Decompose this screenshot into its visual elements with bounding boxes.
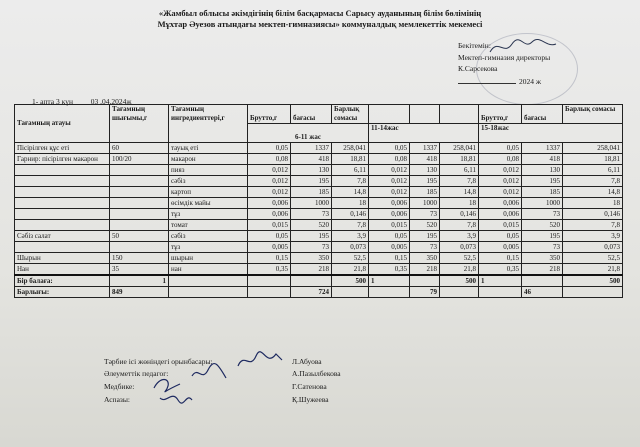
col-brutto-1: Брутто,г: [248, 105, 291, 124]
value-cell: 0,015: [479, 220, 522, 231]
value-cell: 418: [291, 154, 332, 165]
table-row: [15, 165, 623, 176]
ingredient-cell: картоп: [169, 187, 248, 198]
table-row: [15, 187, 623, 198]
totals-count: 849: [110, 287, 169, 298]
value-cell: 0,015: [369, 220, 410, 231]
header-row-1: [15, 105, 623, 124]
dish-cell: Сәбіз салат: [15, 231, 110, 242]
value-cell: 130: [522, 165, 563, 176]
value-cell: 0,006: [248, 198, 291, 209]
value-cell: 0,05: [369, 143, 410, 154]
value-cell: 1337: [291, 143, 332, 154]
yield-cell: [110, 220, 169, 231]
value-cell: 0,005: [369, 242, 410, 253]
value-cell: 0,073: [440, 242, 479, 253]
ingredient-cell: тұз: [169, 242, 248, 253]
table-row: [15, 253, 623, 264]
unit-price-row: [15, 275, 623, 287]
value-cell: 73: [522, 242, 563, 253]
value-cell: 0,08: [248, 154, 291, 165]
value-cell: 0,05: [479, 143, 522, 154]
age-group-2: 11-14жас: [369, 124, 479, 143]
value-cell: 6,11: [440, 165, 479, 176]
value-cell: 1000: [291, 198, 332, 209]
value-cell: 185: [410, 187, 440, 198]
footer-role-2: Әлеуметтік педагог:: [104, 369, 169, 378]
value-cell: 18,81: [332, 154, 369, 165]
value-cell: 0,073: [563, 242, 623, 253]
value-cell: 14,8: [440, 187, 479, 198]
value-cell: 195: [522, 231, 563, 242]
col-brutto-3: Брутто,г: [479, 105, 522, 124]
dish-cell: [15, 198, 110, 209]
dish-cell: [15, 176, 110, 187]
value-cell: 0,15: [248, 253, 291, 264]
signature-1: [236, 350, 286, 372]
value-cell: 73: [291, 242, 332, 253]
value-cell: 195: [291, 176, 332, 187]
totals-label: Барлығы:: [15, 287, 110, 298]
value-cell: 185: [291, 187, 332, 198]
value-cell: 0,012: [248, 176, 291, 187]
value-cell: 7,8: [563, 176, 623, 187]
col-dish: Тағамның атауы: [15, 105, 110, 143]
value-cell: 218: [522, 264, 563, 276]
age-group-3: 15-18жас: [479, 124, 623, 143]
signature-2: [190, 362, 230, 384]
unit-price-1: 500: [332, 275, 369, 287]
value-cell: 52,5: [332, 253, 369, 264]
header-line-2: Мұхтар Әуезов атындағы мектеп-гимназиясы» коммуналдық мемлекеттік мекемесі: [157, 19, 483, 29]
footer-name-2: А.Пазылбекова: [292, 369, 341, 378]
col-ingredient: Тағамның ингредиенттері,г: [169, 105, 248, 143]
value-cell: 418: [410, 154, 440, 165]
col-total-1: Барлық сомасы: [332, 105, 369, 124]
approval-title: Бекітемін:: [458, 41, 491, 50]
value-cell: 0,005: [479, 242, 522, 253]
header-line-1: «Жамбыл облысы әкімдігінің білім басқармасы Сарысу ауданының білім бөлімінің: [158, 8, 482, 18]
value-cell: 21,8: [440, 264, 479, 276]
table-row: [15, 264, 623, 276]
value-cell: 21,8: [563, 264, 623, 276]
value-cell: 520: [410, 220, 440, 231]
value-cell: 14,8: [563, 187, 623, 198]
ingredient-cell: нан: [169, 264, 248, 276]
value-cell: 52,5: [563, 253, 623, 264]
value-cell: 0,012: [369, 176, 410, 187]
yield-cell: [110, 209, 169, 220]
value-cell: 0,006: [479, 209, 522, 220]
value-cell: 350: [522, 253, 563, 264]
yield-cell: [110, 165, 169, 176]
value-cell: 0,146: [563, 209, 623, 220]
value-cell: 1337: [410, 143, 440, 154]
value-cell: 0,012: [369, 187, 410, 198]
signature-4: [158, 388, 194, 406]
value-cell: 18,81: [440, 154, 479, 165]
unit-price-2: 500: [440, 275, 479, 287]
value-cell: 6,11: [563, 165, 623, 176]
value-cell: 195: [291, 231, 332, 242]
footer-name-3: Г.Сатенова: [292, 382, 327, 391]
ingredient-cell: макарон: [169, 154, 248, 165]
totals-age-2: 79: [410, 287, 440, 298]
dish-cell: [15, 209, 110, 220]
yield-cell: [110, 187, 169, 198]
value-cell: 7,8: [563, 220, 623, 231]
value-cell: 18,81: [563, 154, 623, 165]
value-cell: 0,15: [479, 253, 522, 264]
value-cell: 520: [522, 220, 563, 231]
value-cell: 195: [522, 176, 563, 187]
ingredient-cell: тауық еті: [169, 143, 248, 154]
value-cell: 1000: [522, 198, 563, 209]
value-cell: 7,8: [440, 176, 479, 187]
dish-cell: Гарнир: пісірілген макарон: [15, 154, 110, 165]
footer-role-4: Аспазы:: [104, 395, 130, 404]
value-cell: 73: [522, 209, 563, 220]
table-row: [15, 154, 623, 165]
yield-cell: [110, 176, 169, 187]
value-cell: 130: [410, 165, 440, 176]
unit-price-count-2: 1: [369, 275, 410, 287]
value-cell: 7,8: [332, 220, 369, 231]
footer-role-3: Медбике:: [104, 382, 135, 391]
approval-position: Мектеп-гимназия директоры: [458, 53, 551, 62]
col-price-1: бағасы: [291, 105, 332, 124]
value-cell: 18: [440, 198, 479, 209]
value-cell: 0,05: [479, 231, 522, 242]
value-cell: 0,05: [369, 231, 410, 242]
value-cell: 195: [410, 176, 440, 187]
value-cell: 218: [291, 264, 332, 276]
dish-cell: [15, 242, 110, 253]
table-row: [15, 209, 623, 220]
value-cell: 0,006: [479, 198, 522, 209]
value-cell: 0,08: [479, 154, 522, 165]
ingredient-cell: өсімдік майы: [169, 198, 248, 209]
value-cell: 0,073: [332, 242, 369, 253]
yield-cell: [110, 198, 169, 209]
table-row: [15, 242, 623, 253]
value-cell: 258,041: [440, 143, 479, 154]
value-cell: 3,9: [440, 231, 479, 242]
value-cell: 0,08: [369, 154, 410, 165]
week-date: 03 .04.2024ж: [90, 97, 132, 106]
ingredient-cell: сәбіз: [169, 231, 248, 242]
value-cell: 18: [563, 198, 623, 209]
value-cell: 218: [410, 264, 440, 276]
value-cell: 258,041: [332, 143, 369, 154]
value-cell: 0,012: [248, 187, 291, 198]
value-cell: 73: [410, 242, 440, 253]
value-cell: 1000: [410, 198, 440, 209]
footer-name-1: Л.Абуова: [292, 357, 322, 366]
value-cell: 0,012: [369, 165, 410, 176]
value-cell: 0,006: [248, 209, 291, 220]
value-cell: 73: [410, 209, 440, 220]
value-cell: 0,15: [369, 253, 410, 264]
approval-name: К.Сарсекова: [458, 64, 498, 73]
age-group-1: 6-11 жас: [248, 124, 369, 143]
value-cell: 0,012: [248, 165, 291, 176]
menu-table: [14, 104, 623, 298]
value-cell: 3,9: [332, 231, 369, 242]
value-cell: 1337: [522, 143, 563, 154]
value-cell: 0,35: [369, 264, 410, 276]
ingredient-cell: тұз: [169, 209, 248, 220]
value-cell: 0,146: [332, 209, 369, 220]
value-cell: 258,041: [563, 143, 623, 154]
ingredient-cell: пияз: [169, 165, 248, 176]
value-cell: 14,8: [332, 187, 369, 198]
dish-cell: [15, 220, 110, 231]
value-cell: 520: [291, 220, 332, 231]
yield-cell: [110, 242, 169, 253]
week-label: 1- апта 3 күн: [32, 97, 73, 106]
approval-date: 2024 ж: [458, 77, 541, 86]
dish-cell: Пісірілген құс еті: [15, 143, 110, 154]
dish-cell: [15, 165, 110, 176]
totals-row: [15, 287, 623, 298]
value-cell: 195: [410, 231, 440, 242]
value-cell: 6,11: [332, 165, 369, 176]
table-row: [15, 176, 623, 187]
col-price-3: бағасы: [522, 105, 563, 124]
unit-price-count: 1: [110, 275, 169, 287]
col-total-3: Барлық сомасы: [563, 105, 623, 124]
value-cell: 0,35: [479, 264, 522, 276]
dish-cell: [15, 187, 110, 198]
value-cell: 0,35: [248, 264, 291, 276]
col-yield: Тағамның шығымы,г: [110, 105, 169, 143]
totals-age-3: 46: [522, 287, 563, 298]
value-cell: 7,8: [440, 220, 479, 231]
table-row: [15, 220, 623, 231]
value-cell: 0,006: [369, 209, 410, 220]
value-cell: 185: [522, 187, 563, 198]
dish-cell: Нан: [15, 264, 110, 276]
value-cell: 52,5: [440, 253, 479, 264]
ingredient-cell: сәбіз: [169, 176, 248, 187]
table-row: [15, 231, 623, 242]
unit-price-count-3: 1: [479, 275, 522, 287]
value-cell: 21,8: [332, 264, 369, 276]
value-cell: 0,012: [479, 176, 522, 187]
dish-cell: Шырын: [15, 253, 110, 264]
value-cell: 3,9: [563, 231, 623, 242]
yield-cell: 50: [110, 231, 169, 242]
table-row: [15, 198, 623, 209]
unit-price-3: 500: [563, 275, 623, 287]
value-cell: 350: [291, 253, 332, 264]
value-cell: 18: [332, 198, 369, 209]
value-cell: 7,8: [332, 176, 369, 187]
value-cell: 0,012: [479, 165, 522, 176]
value-cell: 130: [291, 165, 332, 176]
footer-role-1: Тәрбие ісі жөніндегі орынбасары:: [104, 357, 213, 366]
yield-cell: 100/20: [110, 154, 169, 165]
yield-cell: 35: [110, 264, 169, 276]
value-cell: 0,05: [248, 231, 291, 242]
yield-cell: 150: [110, 253, 169, 264]
value-cell: 0,146: [440, 209, 479, 220]
table-row: [15, 143, 623, 154]
value-cell: 0,015: [248, 220, 291, 231]
value-cell: 0,005: [248, 242, 291, 253]
totals-age-1: 724: [291, 287, 332, 298]
ingredient-cell: шырын: [169, 253, 248, 264]
yield-cell: 60: [110, 143, 169, 154]
value-cell: 350: [410, 253, 440, 264]
value-cell: 73: [291, 209, 332, 220]
footer-name-4: Қ.Шужеева: [292, 395, 329, 404]
ingredient-cell: томат: [169, 220, 248, 231]
value-cell: 0,05: [248, 143, 291, 154]
value-cell: 418: [522, 154, 563, 165]
value-cell: 0,012: [479, 187, 522, 198]
value-cell: 0,006: [369, 198, 410, 209]
unit-price-label: Бір балаға:: [15, 275, 110, 287]
